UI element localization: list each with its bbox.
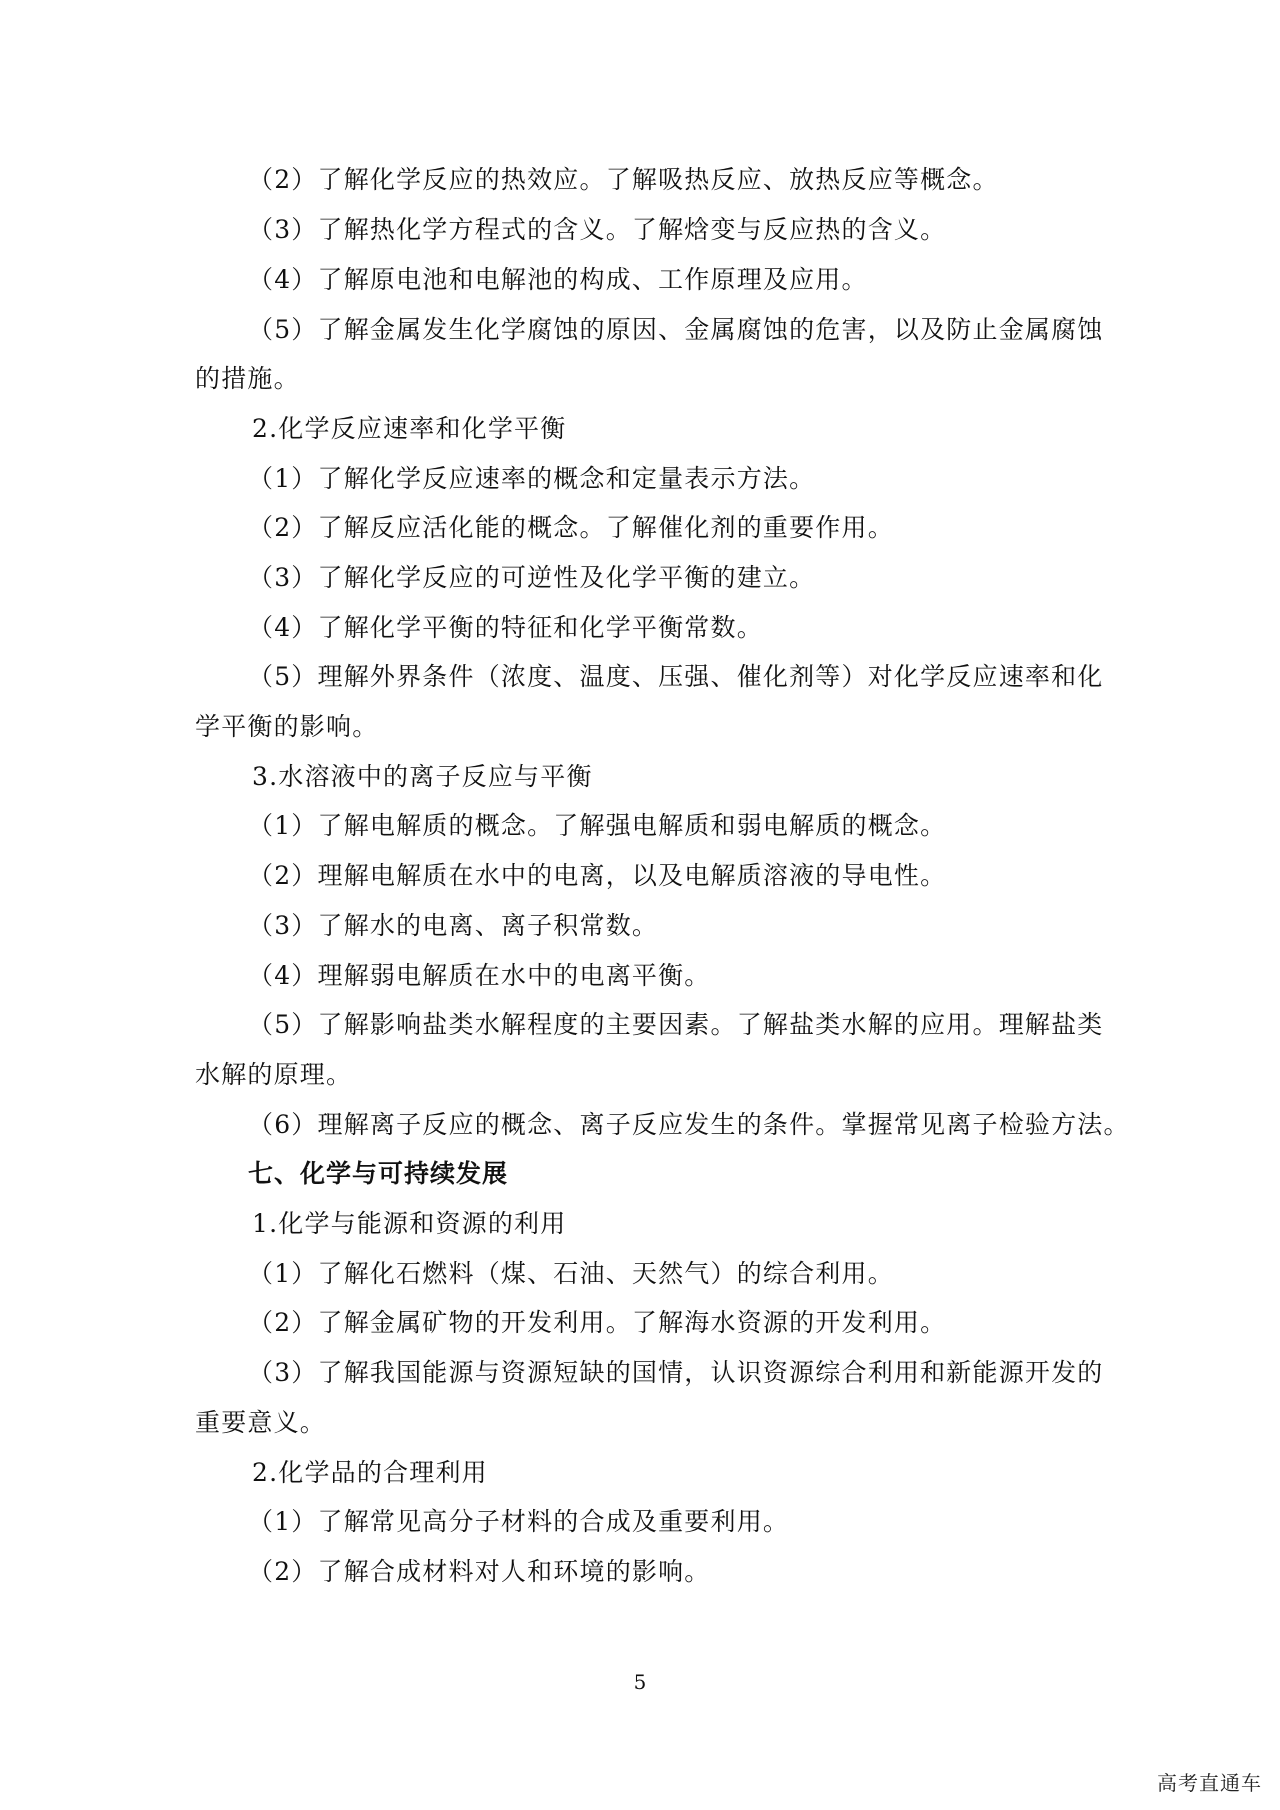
subsection-heading: 1.化学与能源和资源的利用: [252, 1209, 567, 1238]
list-item: （5）理解外界条件（浓度、温度、压强、催化剂等）对化学反应速率和化: [248, 662, 1104, 691]
subsection-heading: 2.化学反应速率和化学平衡: [252, 414, 567, 443]
list-item: （1）了解常见高分子材料的合成及重要利用。: [248, 1507, 790, 1536]
list-item: （4）理解弱电解质在水中的电离平衡。: [248, 961, 711, 990]
list-item: （6）理解离子反应的概念、离子反应发生的条件。掌握常见离子检验方法。: [248, 1110, 1130, 1139]
list-item: （3）了解化学反应的可逆性及化学平衡的建立。: [248, 563, 816, 592]
section-heading: 七、化学与可持续发展: [248, 1159, 509, 1188]
list-item: （2）了解反应活化能的概念。了解催化剂的重要作用。: [248, 513, 894, 542]
list-item: （4）了解原电池和电解池的构成、工作原理及应用。: [248, 265, 868, 294]
page-number: 5: [633, 1670, 647, 1694]
list-item: （1）了解电解质的概念。了解强电解质和弱电解质的概念。: [248, 811, 947, 840]
subsection-heading: 2.化学品的合理利用: [252, 1458, 488, 1487]
list-item: （2）了解金属矿物的开发利用。了解海水资源的开发利用。: [248, 1308, 947, 1337]
list-item: （5）了解金属发生化学腐蚀的原因、金属腐蚀的危害，以及防止金属腐蚀: [248, 315, 1104, 344]
list-item: （2）了解合成材料对人和环境的影响。: [248, 1557, 711, 1586]
list-item: （3）了解我国能源与资源短缺的国情，认识资源综合利用和新能源开发的: [248, 1358, 1104, 1387]
list-item: （3）了解水的电离、离子积常数。: [248, 911, 659, 940]
list-item: （5）了解影响盐类水解程度的主要因素。了解盐类水解的应用。理解盐类: [248, 1010, 1104, 1039]
subsection-heading: 3.水溶液中的离子反应与平衡: [252, 762, 593, 791]
list-item-continuation: 水解的原理。: [195, 1060, 353, 1089]
list-item: （2）理解电解质在水中的电离，以及电解质溶液的导电性。: [248, 861, 947, 890]
list-item-continuation: 重要意义。: [195, 1408, 327, 1437]
list-item: （3）了解热化学方程式的含义。了解焓变与反应热的含义。: [248, 215, 947, 244]
watermark-text: 高考直通车: [1157, 1771, 1262, 1795]
list-item-continuation: 学平衡的影响。: [195, 712, 379, 741]
list-item-continuation: 的措施。: [195, 364, 300, 393]
list-item: （1）了解化学反应速率的概念和定量表示方法。: [248, 464, 816, 493]
list-item: （1）了解化石燃料（煤、石油、天然气）的综合利用。: [248, 1259, 894, 1288]
list-item: （4）了解化学平衡的特征和化学平衡常数。: [248, 613, 763, 642]
list-item: （2）了解化学反应的热效应。了解吸热反应、放热反应等概念。: [248, 165, 999, 194]
